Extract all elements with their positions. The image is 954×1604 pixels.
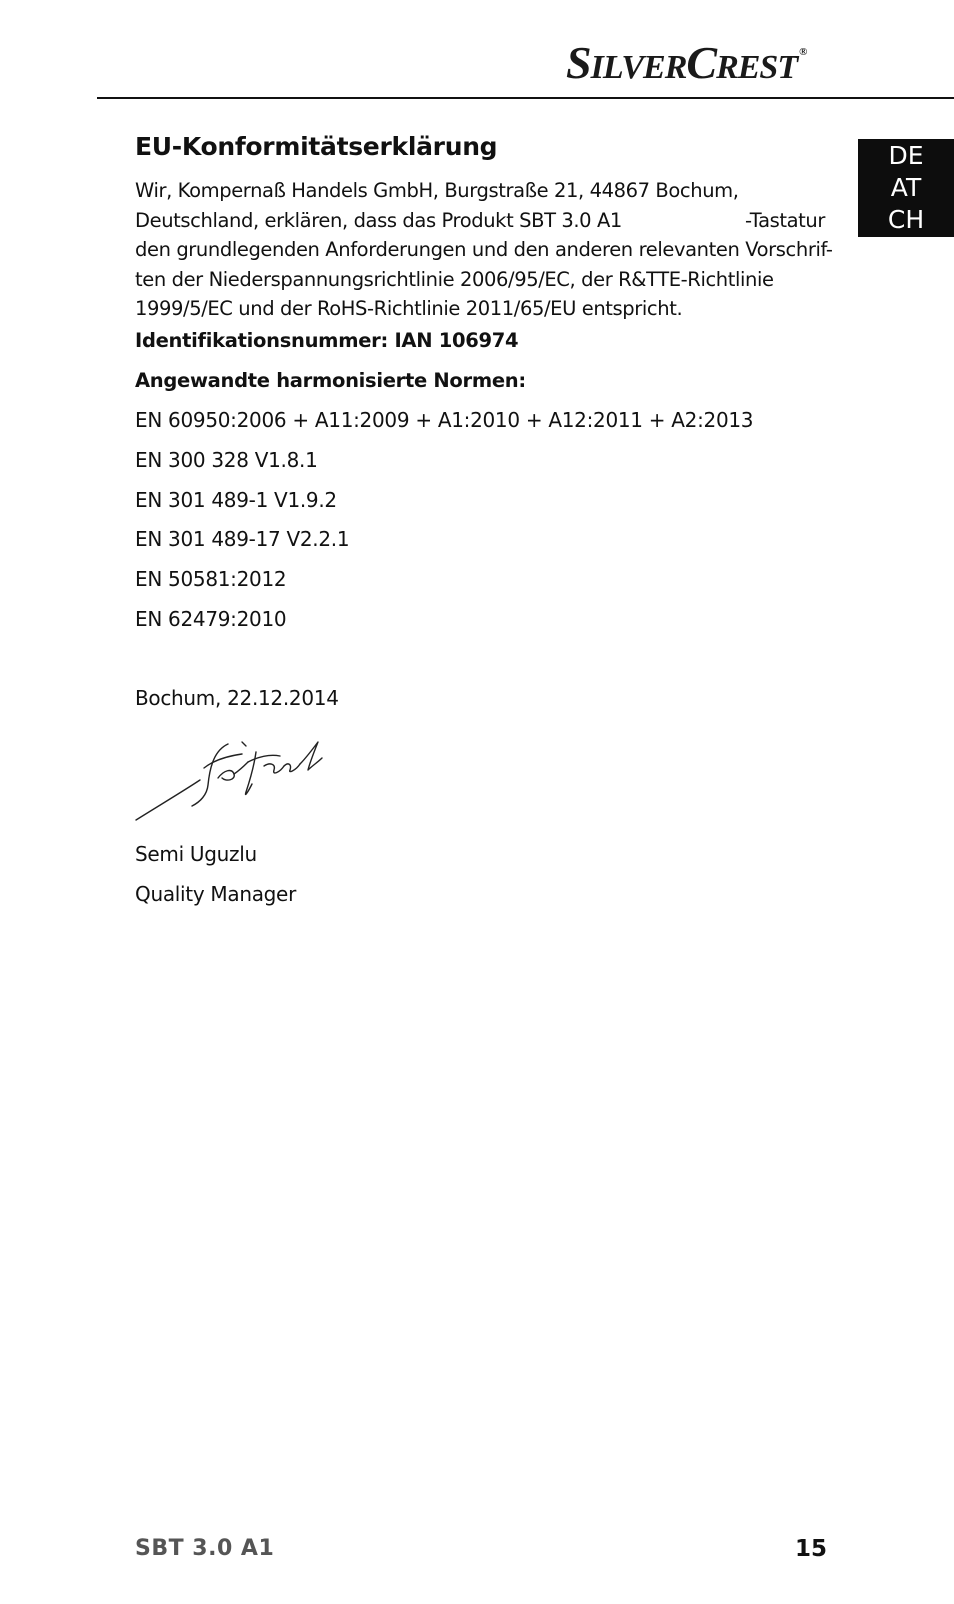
place-date: Bochum, 22.12.2014 bbox=[135, 686, 339, 710]
norms-heading: Angewandte harmonisierte Normen: bbox=[135, 369, 526, 392]
logo-letters-rest: REST bbox=[716, 49, 798, 86]
registered-mark: ® bbox=[799, 46, 807, 58]
logo-letter-s: S bbox=[566, 37, 591, 88]
logo-letters-ilver: ILVER bbox=[590, 49, 687, 86]
para-line-part: -Tastatur bbox=[744, 208, 825, 232]
lang-ch: CH bbox=[887, 205, 925, 234]
language-tab bbox=[858, 139, 954, 237]
norm-item: EN 301 489-17 V2.2.1 bbox=[135, 527, 350, 551]
norm-item: EN 301 489-1 V1.9.2 bbox=[135, 488, 337, 512]
page-number: 15 bbox=[795, 1536, 828, 1562]
signer-title: Quality Manager bbox=[135, 882, 296, 906]
para-line: 1999/5/EC und der RoHS-Richtlinie 2011/65/EU entspricht. bbox=[135, 297, 683, 320]
logo-letter-c: C bbox=[686, 37, 717, 88]
lang-de: DE bbox=[888, 141, 924, 170]
declaration-paragraph bbox=[135, 176, 833, 324]
header-rule bbox=[97, 97, 954, 99]
para-line: den grundlegenden Anforderungen und den anderen relevanten Vorschrif- bbox=[135, 238, 833, 261]
identification-number: Identifikationsnummer: IAN 106974 bbox=[135, 329, 519, 352]
para-line bbox=[135, 206, 825, 236]
brand-logo bbox=[566, 36, 856, 88]
para-line: ten der Niederspannungsrichtlinie 2006/95/EC, der R&TTE-Richtlinie bbox=[135, 267, 774, 291]
norm-item: EN 50581:2012 bbox=[135, 567, 287, 591]
norm-item: EN 300 328 V1.8.1 bbox=[135, 448, 318, 472]
footer-model: SBT 3.0 A1 bbox=[135, 1536, 275, 1561]
signature-image bbox=[130, 740, 350, 840]
norm-item: EN 60950:2006 + A11:2009 + A1:2010 + A12:2011 + A2:2013 bbox=[135, 408, 754, 432]
para-line-part: Deutschland, erklären, dass das Produkt SBT 3.0 A1 bbox=[135, 208, 622, 232]
lang-at: AT bbox=[890, 173, 922, 202]
signer-name: Semi Uguzlu bbox=[135, 842, 257, 866]
norm-item: EN 62479:2010 bbox=[135, 607, 287, 631]
para-line: Wir, Kompernaß Handels GmbH, Burgstraße 21, 44867 Bochum, bbox=[135, 179, 739, 202]
page-title: EU-Konformitätserklärung bbox=[135, 132, 498, 161]
